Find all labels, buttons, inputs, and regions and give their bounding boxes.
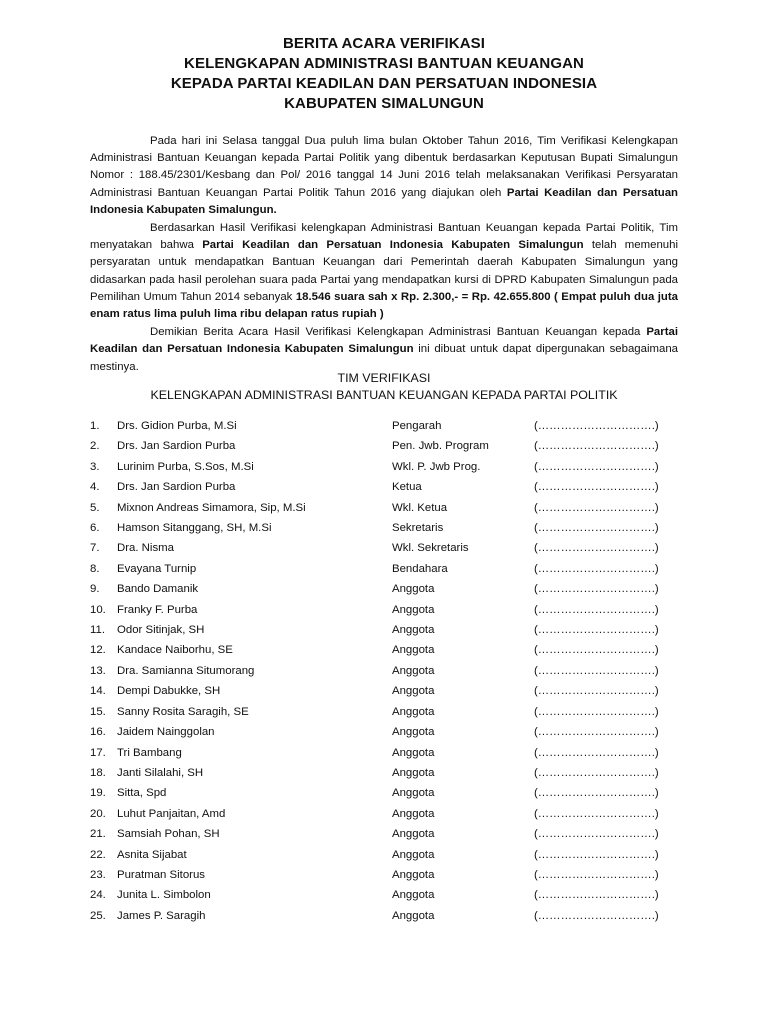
member-row (90, 828, 690, 848)
member-number: 5. (90, 501, 100, 514)
member-number: 9. (90, 583, 100, 596)
member-role: Anggota (392, 644, 435, 657)
member-row (90, 910, 690, 930)
paragraph-1 (90, 133, 678, 219)
member-role: Anggota (392, 726, 435, 739)
title-line-1: BERITA ACARA VERIFIKASI (282, 35, 486, 52)
member-name: Dra. Nisma (117, 542, 174, 555)
member-row (90, 481, 690, 501)
member-number: 7. (90, 542, 100, 555)
member-signature: (………………………….) (534, 889, 659, 902)
member-name: Luhut Panjaitan, Amd (117, 807, 226, 820)
member-signature: (………………………….) (534, 583, 659, 596)
member-signature: (………………………….) (534, 501, 659, 514)
paragraph-3-text-a: Demikian Berita Acara Hasil Verifikasi Kelengkapan Administrasi Bantuan Keuangan kepada (150, 326, 647, 339)
member-role: Anggota (392, 868, 435, 881)
member-role: Wkl. Ketua (392, 501, 448, 514)
member-name: Jaidem Nainggolan (117, 726, 215, 739)
member-signature: (………………………….) (534, 766, 659, 779)
member-role: Anggota (392, 705, 435, 718)
member-name: Samsiah Pohan, SH (117, 828, 220, 841)
member-role: Wkl. Sekretaris (392, 542, 469, 555)
member-row (90, 787, 690, 807)
member-name: Asnita Sijabat (117, 848, 187, 861)
member-signature: (………………………….) (534, 603, 659, 616)
paragraph-1-party: Partai Keadilan dan Persatuan Indonesia Kabupaten Simalungun. (90, 186, 678, 216)
member-role: Anggota (392, 624, 435, 637)
member-number: 13. (90, 664, 106, 677)
member-name: Franky F. Purba (117, 603, 198, 616)
member-number: 24. (90, 889, 106, 902)
title-line-3: KEPADA PARTAI KEADILAN DAN PERSATUAN INDONESIA (170, 75, 598, 92)
member-number: 20. (90, 807, 106, 820)
member-signature: (………………………….) (534, 420, 659, 432)
member-role: Wkl. P. Jwb Prog. (392, 460, 481, 473)
member-number: 8. (90, 562, 100, 575)
member-name: Bando Damanik (117, 583, 199, 596)
document-title (0, 34, 768, 114)
member-signature: (………………………….) (534, 460, 659, 473)
paragraph-3 (90, 324, 678, 376)
member-name: Mixnon Andreas Simamora, Sip, M.Si (117, 501, 306, 514)
member-role: Anggota (392, 909, 435, 922)
member-role: Ketua (392, 481, 422, 494)
member-signature: (………………………….) (534, 440, 659, 453)
member-name: Dempi Dabukke, SH (117, 685, 221, 698)
member-number: 25. (90, 909, 106, 922)
member-signature: (………………………….) (534, 624, 659, 637)
member-name: Lurinim Purba, S.Sos, M.Si (117, 460, 254, 473)
member-name: Tri Bambang (117, 746, 182, 759)
member-role: Anggota (392, 807, 435, 820)
member-number: 3. (90, 460, 100, 473)
paragraph-3-party: Partai Keadilan dan Persatuan Indonesia Kabupaten Simalungun (90, 326, 678, 356)
member-row (90, 420, 690, 440)
paragraph-2-text-b: telah memenuhi persyaratan untuk mendapatkan Bantuan Keuangan dari Pemerintah daerah Kabupaten Simalungun yang didasarkan pada hasil perolehan suara pada Partai yang mendapatkan kursi di DPRD Kabupaten Simalungun pada Pemilihan Umum Tahun 2014 sebanyak (90, 239, 678, 303)
member-name: Drs. Jan Sardion Purba (117, 440, 236, 453)
member-signature: (………………………….) (534, 705, 659, 718)
member-row (90, 849, 690, 869)
member-role: Anggota (392, 766, 435, 779)
member-signature: (………………………….) (534, 685, 659, 698)
member-row (90, 889, 690, 909)
paragraph-1-text: Pada hari ini Selasa tanggal Dua puluh lima bulan Oktober Tahun 2016, Tim Verifikasi Kelengkapan Administrasi Bantuan Keuangan kepada Partai Politik yang dibentuk berdasarkan Keputusan Bupati Simalungun Nomor : 188.45/2301/Kesbang dan Pol/ 2016 tanggal 14 Juni 2016 telah melaksanakan Verifikasi Persyaratan Administrasi Bantuan Keuangan Partai Politik Tahun 2016 yang diajukan oleh (90, 135, 678, 199)
member-number: 12. (90, 644, 106, 657)
member-number: 23. (90, 868, 106, 881)
member-signature: (………………………….) (534, 542, 659, 555)
member-name: Sitta, Spd (117, 787, 167, 800)
member-role: Anggota (392, 848, 435, 861)
member-name: Janti Silalahi, SH (117, 766, 204, 779)
member-row (90, 563, 690, 583)
member-row (90, 522, 690, 542)
member-role: Anggota (392, 787, 435, 800)
member-name: Kandace Naiborhu, SE (117, 644, 233, 657)
member-name: Hamson Sitanggang, SH, M.Si (117, 522, 272, 535)
member-signature: (………………………….) (534, 868, 659, 881)
member-name: Evayana Turnip (117, 562, 197, 575)
member-name: Puratman Sitorus (117, 868, 205, 881)
member-row (90, 604, 690, 624)
member-number: 2. (90, 440, 100, 453)
member-row (90, 542, 690, 562)
member-role: Anggota (392, 583, 435, 596)
member-signature: (………………………….) (534, 562, 659, 575)
member-signature: (………………………….) (534, 522, 659, 535)
member-name: Drs. Gidion Purba, M.Si (117, 420, 237, 432)
member-row (90, 502, 690, 522)
member-signature: (………………………….) (534, 481, 659, 494)
member-signature: (………………………….) (534, 664, 659, 677)
member-row (90, 808, 690, 828)
member-signature: (………………………….) (534, 746, 659, 759)
team-title-line-1: TIM VERIFIKASI (337, 371, 431, 385)
document-body (90, 133, 678, 376)
member-signature: (………………………….) (534, 787, 659, 800)
member-role: Anggota (392, 889, 435, 902)
member-role: Anggota (392, 685, 435, 698)
member-signature: (………………………….) (534, 807, 659, 820)
member-number: 14. (90, 685, 106, 698)
paragraph-2 (90, 220, 678, 323)
member-row (90, 440, 690, 460)
paragraph-2-party: Partai Keadilan dan Persatuan Indonesia Kabupaten Simalungun (202, 239, 584, 252)
member-number: 16. (90, 726, 106, 739)
member-row (90, 685, 690, 705)
member-row (90, 461, 690, 481)
member-name: Junita L. Simbolon (117, 889, 211, 902)
member-number: 19. (90, 787, 106, 800)
member-number: 4. (90, 481, 100, 494)
member-number: 11. (90, 624, 105, 637)
member-row (90, 726, 690, 746)
member-role: Anggota (392, 828, 435, 841)
member-row (90, 624, 690, 644)
member-signature: (………………………….) (534, 726, 659, 739)
member-row (90, 665, 690, 685)
member-name: Odor Sitinjak, SH (117, 624, 205, 637)
member-row (90, 747, 690, 767)
member-number: 15. (90, 705, 106, 718)
member-number: 6. (90, 522, 100, 535)
member-name: Drs. Jan Sardion Purba (117, 481, 236, 494)
member-row (90, 869, 690, 889)
team-heading (0, 370, 768, 404)
member-role: Pengarah (392, 420, 442, 432)
member-number: 22. (90, 848, 106, 861)
member-list (90, 420, 690, 930)
member-role: Sekretaris (392, 522, 444, 535)
member-number: 18. (90, 766, 106, 779)
member-signature: (………………………….) (534, 848, 659, 861)
member-row (90, 583, 690, 603)
title-line-4: KABUPATEN SIMALUNGUN (284, 95, 484, 112)
member-row (90, 767, 690, 787)
member-number: 10. (90, 603, 106, 616)
member-role: Pen. Jwb. Program (392, 440, 489, 453)
member-signature: (………………………….) (534, 828, 659, 841)
paragraph-3-text-b: ini dibuat untuk dapat dipergunakan sebagaimana mestinya. (90, 343, 678, 373)
member-signature: (………………………….) (534, 909, 659, 922)
paragraph-2-amount: 18.546 suara sah x Rp. 2.300,- = Rp. 42.655.800 ( Empat puluh dua juta enam ratus lima puluh lima ribu delapan ratus rupiah ) (90, 290, 679, 321)
member-number: 1. (90, 420, 100, 432)
member-number: 21. (90, 828, 106, 841)
member-role: Anggota (392, 746, 435, 759)
member-role: Anggota (392, 603, 435, 616)
title-line-2: KELENGKAPAN ADMINISTRASI BANTUAN KEUANGAN (184, 55, 584, 72)
member-name: Sanny Rosita Saragih, SE (117, 705, 249, 718)
member-role: Bendahara (392, 562, 448, 575)
member-row (90, 644, 690, 664)
member-role: Anggota (392, 664, 435, 677)
member-name: James P. Saragih (117, 909, 206, 922)
member-row (90, 706, 690, 726)
member-name: Dra. Samianna Situmorang (117, 664, 255, 677)
paragraph-2-text-a: Berdasarkan Hasil Verifikasi kelengkapan Administrasi Bantuan Keuangan kepada Partai Politik, Tim menyatakan bahwa (90, 222, 678, 252)
team-title-line-2: KELENGKAPAN ADMINISTRASI BANTUAN KEUANGAN KEPADA PARTAI POLITIK (150, 388, 618, 402)
member-number: 17. (90, 746, 106, 759)
member-signature: (………………………….) (534, 644, 659, 657)
